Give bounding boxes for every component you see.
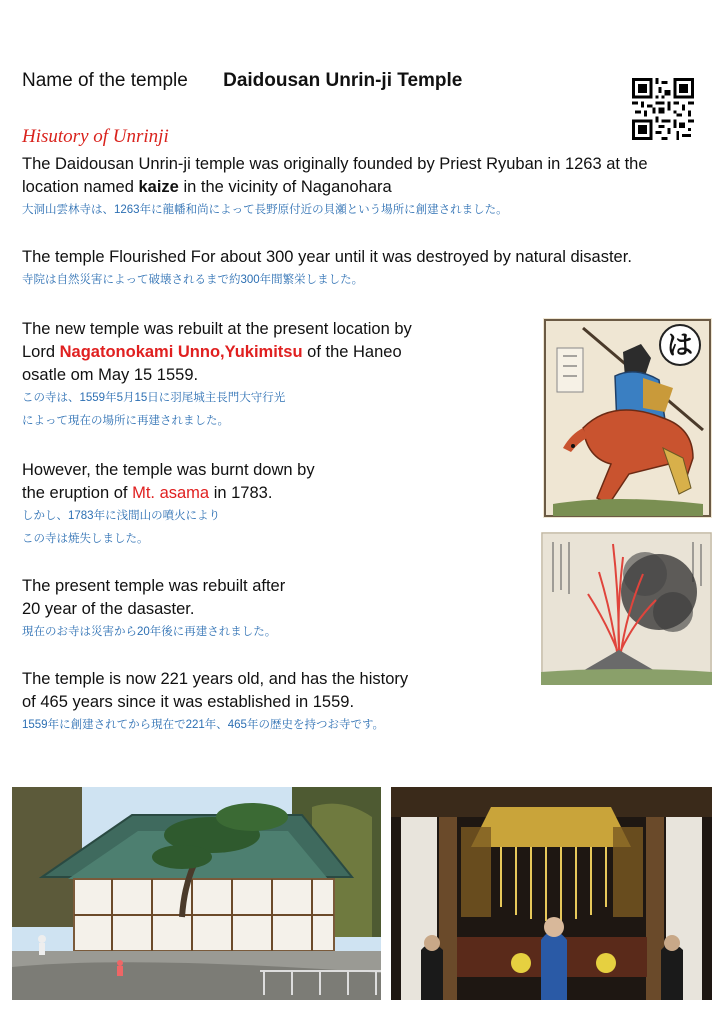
place-name: kaize xyxy=(138,178,179,196)
japanese-line: 現在のお寺は災害から20年後に再建されました。 xyxy=(22,626,277,638)
temple-interior-photo xyxy=(391,787,712,1000)
japanese-line: 寺院は自然災害によって破壊されるまで約300年間繁栄しました。 xyxy=(22,274,364,286)
lord-name: Nagatonokami Unno,Yukimitsu xyxy=(59,343,303,361)
japanese-line: によって現在の場所に再建されました。 xyxy=(22,415,229,427)
paragraph-line xyxy=(22,482,537,505)
eruption-painting-image xyxy=(541,532,712,685)
qr-code-icon[interactable] xyxy=(632,78,694,140)
text-span: Lord xyxy=(22,343,60,361)
japanese-line: 1559年に創建されてから現在で221年、465年の歴史を持つお寺です。 xyxy=(22,719,385,731)
paragraph-line xyxy=(22,176,712,199)
paragraph-founding xyxy=(22,153,712,222)
paragraph-line: The temple is now 221 years old, and has the history xyxy=(22,670,409,688)
paragraph-line: The present temple was rebuilt after xyxy=(22,577,286,595)
temple-name: Daidousan Unrin-ji Temple xyxy=(223,70,463,91)
text-span: location named xyxy=(22,178,139,196)
text-span: in 1783. xyxy=(209,484,273,502)
paragraph-rebuilt xyxy=(22,318,537,433)
paragraph-present xyxy=(22,575,537,644)
mountain-name: Mt. asama xyxy=(132,484,210,502)
paragraph-age xyxy=(22,668,622,737)
temple-exterior-photo xyxy=(12,787,381,1000)
temple-name-label: Name of the temple xyxy=(22,70,188,91)
paragraph-line: osatle om May 15 1559. xyxy=(22,366,199,384)
text-span: the eruption of xyxy=(22,484,133,502)
text-span: of the Haneo xyxy=(302,343,402,361)
history-heading: Hisutory of Unrinji xyxy=(22,126,169,147)
paragraph-line: However, the temple was burnt down by xyxy=(22,461,315,479)
paragraph-burnt xyxy=(22,459,537,551)
samurai-card-image xyxy=(543,318,712,518)
text-span: in the vicinity of Naganohara xyxy=(178,178,392,196)
paragraph-line: of 465 years since it was established in 1559. xyxy=(22,693,355,711)
paragraph-line: The new temple was rebuilt at the present location by xyxy=(22,320,412,338)
japanese-line: この寺は、1559年5月15日に羽尾城主長門大守行光 xyxy=(22,392,286,404)
paragraph-line xyxy=(22,341,537,364)
japanese-line: この寺は焼失しました。 xyxy=(22,533,149,545)
card-character: は xyxy=(666,331,694,361)
japanese-line: しかし、1783年に浅間山の噴火により xyxy=(22,510,221,522)
paragraph-line: The temple Flourished For about 300 year until it was destroyed by natural disaster. xyxy=(22,248,632,266)
japanese-line: 大洞山雲林寺は、1263年に龍幡和尚によって長野原付近の貝瀬という場所に創建されました。 xyxy=(22,204,508,216)
paragraph-flourished xyxy=(22,246,712,292)
title-row xyxy=(22,70,462,92)
paragraph-line: 20 year of the dasaster. xyxy=(22,600,195,618)
paragraph-line: The Daidousan Unrin-ji temple was originally founded by Priest Ryuban in 1263 at the xyxy=(22,155,648,173)
